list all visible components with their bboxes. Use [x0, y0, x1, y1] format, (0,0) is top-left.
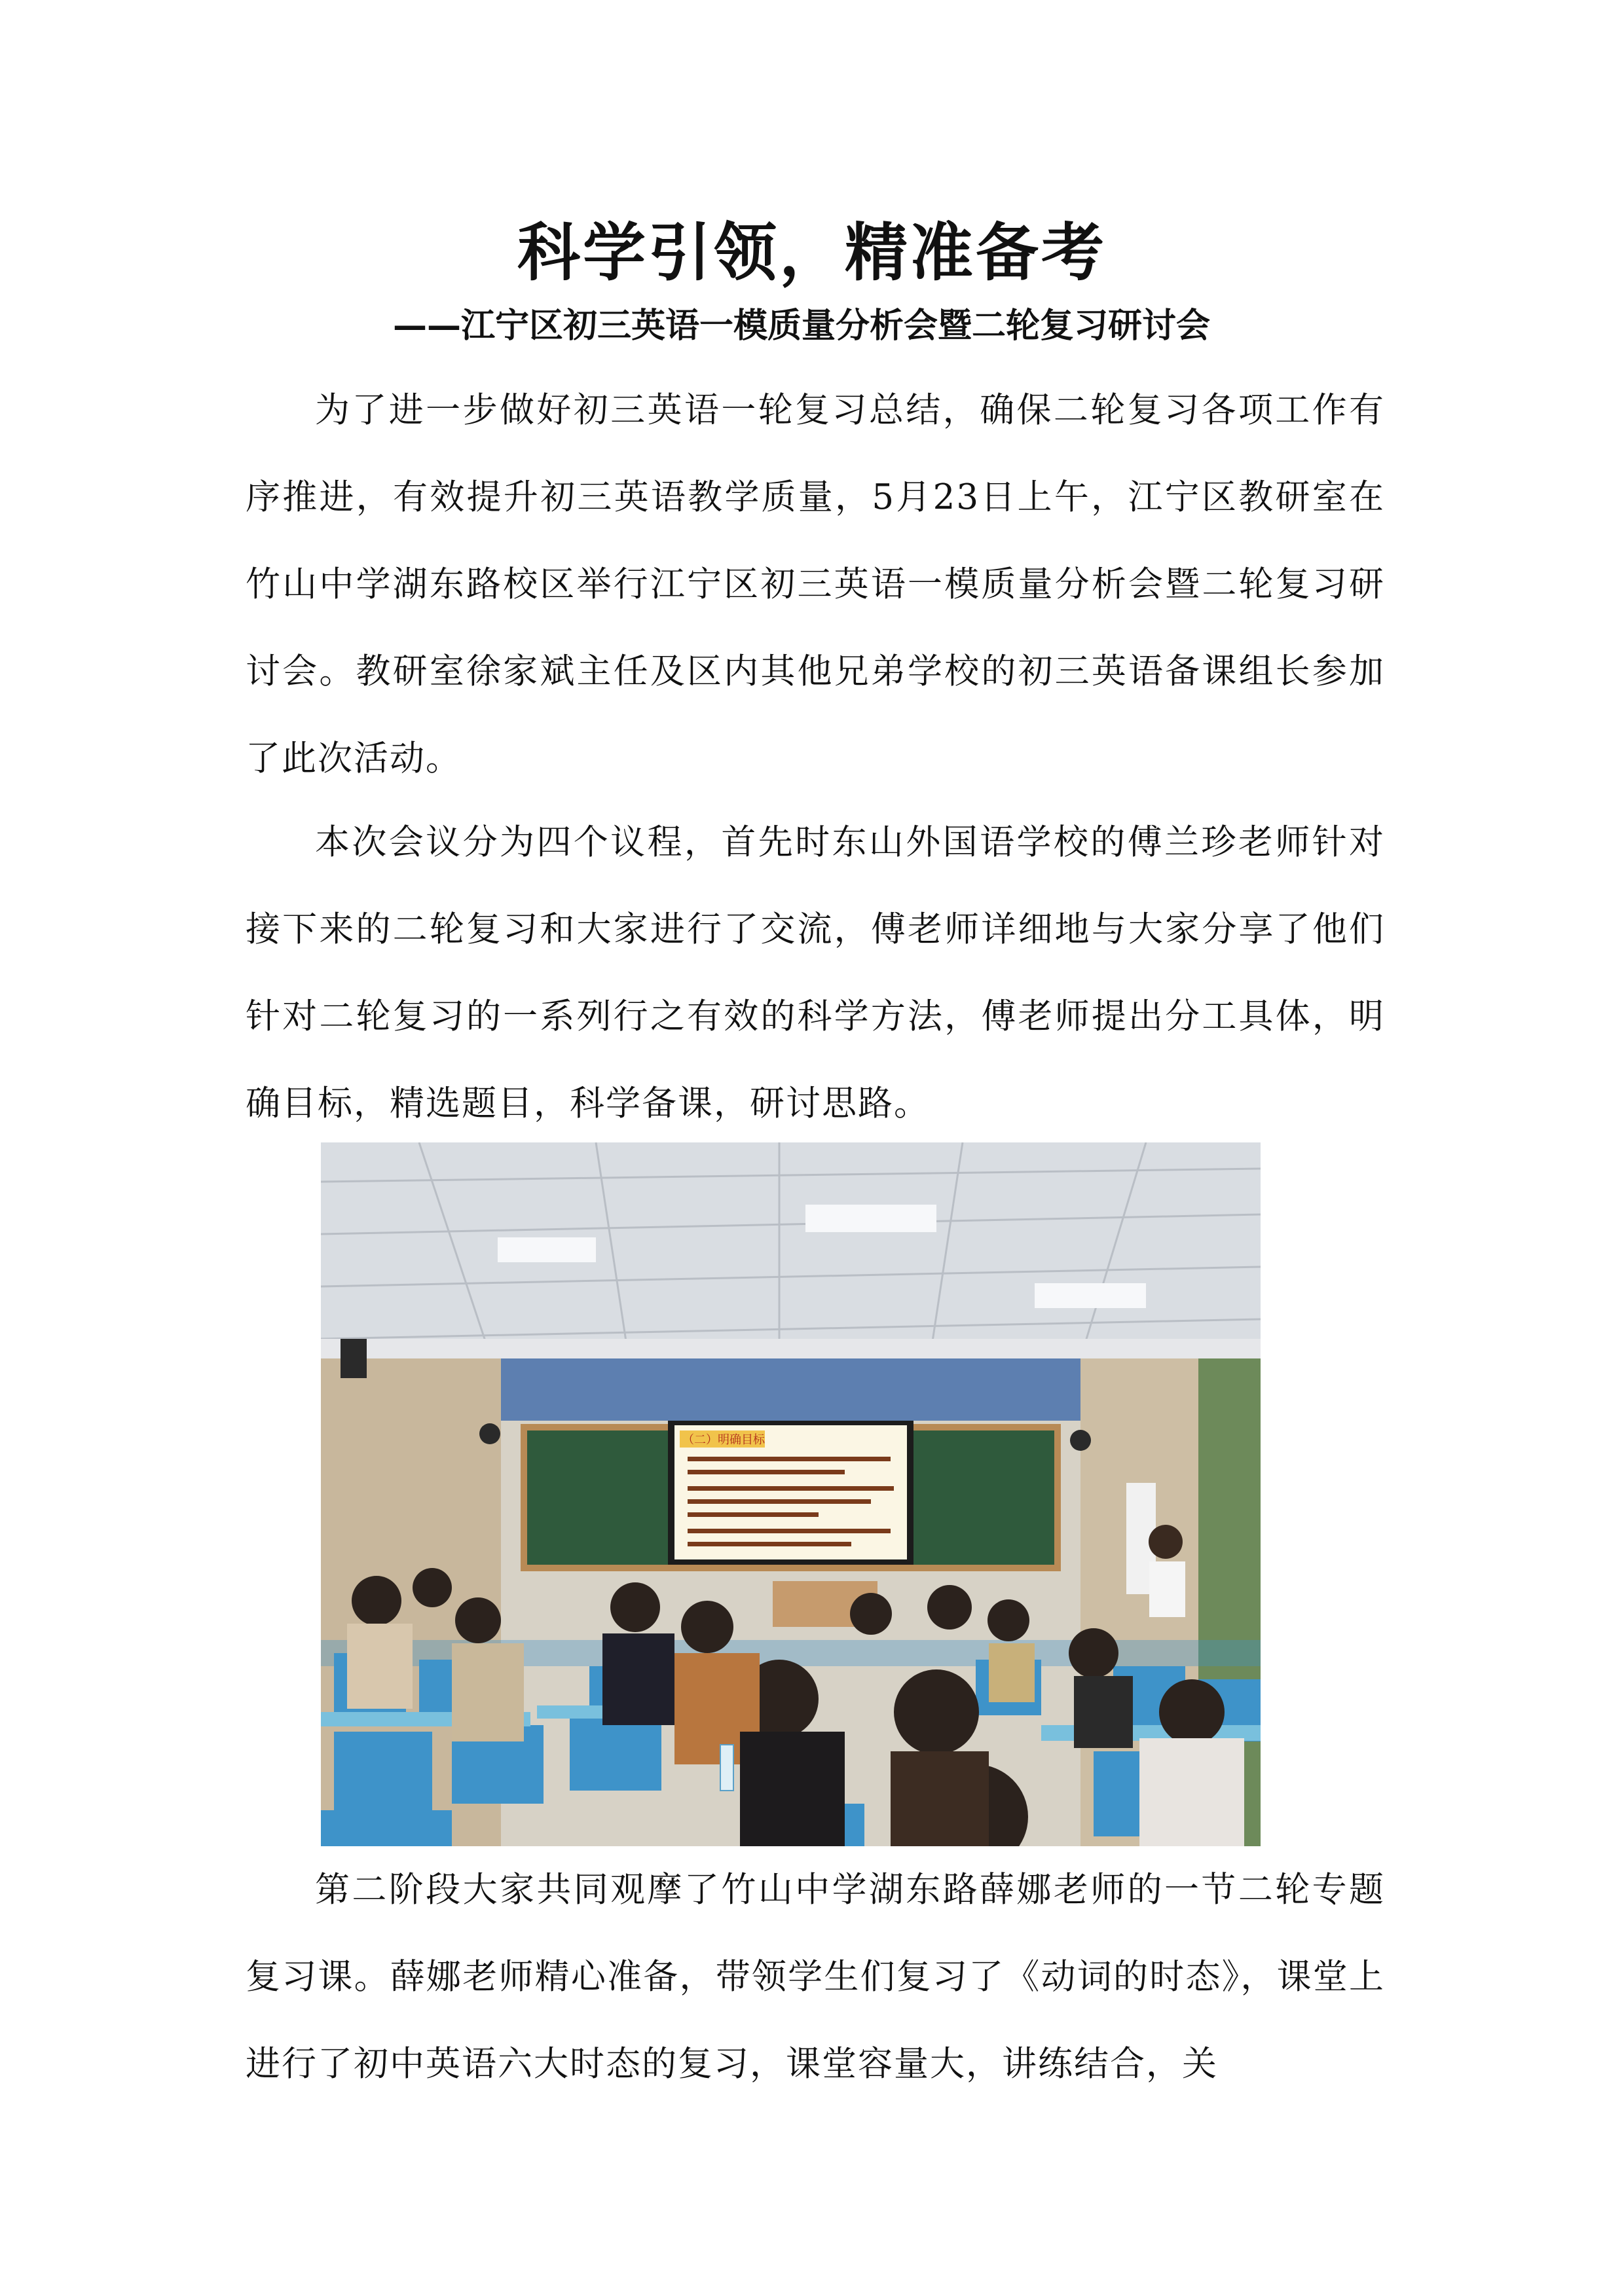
paragraph-demo-lesson: 第二阶段大家共同观摩了竹山中学湖东路薛娜老师的一节二轮专题复习课。薛娜老师精心准备，带领学生们复习了《动词的时态》，课堂上进行了初中英语六大时态的复习，课堂容量大，讲练结合，关 — [246, 1870, 1385, 2084]
document-title: 科学引领，精准备考 — [517, 216, 1107, 289]
paragraph-intro: 为了进一步做好初三英语一轮复习总结，确保二轮复习各项工作有序推进，有效提升初三英语教学质量，5月23日上午，江宁区教研室在竹山中学湖东路校区举行江宁区初三英语一模质量分析会暨二轮复习研讨会。教研室徐家斌主任及区内其他兄弟学校的初三英语备课组长参加了此次活动。 — [246, 390, 1385, 778]
paragraph-agenda: 本次会议分为四个议程，首先时东山外国语学校的傅兰珍老师针对接下来的二轮复习和大家进行了交流，傅老师详细地与大家分享了他们针对二轮复习的一系列行之有效的科学方法，傅老师提出分工具体，明确目标，精选题目，科学备课，研讨思路。 — [246, 822, 1385, 1123]
document-subtitle: ——江宁区初三英语一模质量分析会暨二轮复习研讨会 — [393, 306, 1211, 346]
meeting-photo — [321, 1142, 1261, 1846]
slide-heading: （二）明确目标 — [682, 1433, 765, 1447]
